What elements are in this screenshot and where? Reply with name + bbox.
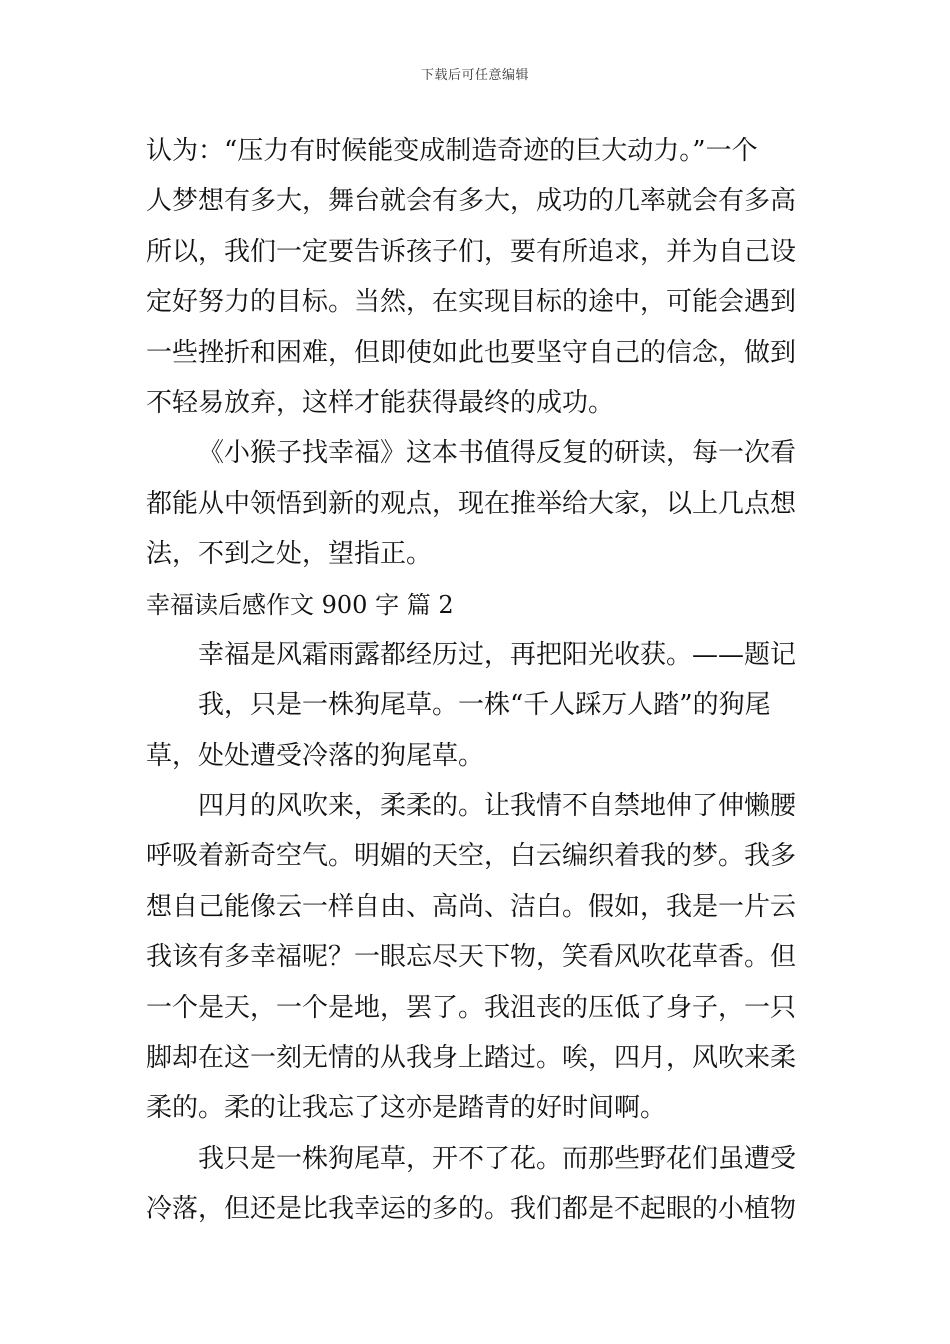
- text-line: 人梦想有多大，舞台就会有多大，成功的几率就会有多高: [146, 186, 797, 217]
- text-line: 一个是天，一个是地，罢了。我沮丧的压低了身子，一只: [146, 992, 797, 1023]
- text-line: 我该有多幸福呢？一眼忘尽天下物，笑看风吹花草香。但: [146, 942, 797, 973]
- text-line: 《小猴子找幸福》这本书值得反复的研读，每一次看: [198, 438, 797, 469]
- text-line: 草，处处遭受冷落的狗尾草。: [146, 740, 485, 771]
- text-line: 定好努力的目标。当然，在实现目标的途中，可能会遇到: [146, 287, 797, 318]
- text-line: 不轻易放弃，这样才能获得最终的成功。: [146, 387, 615, 418]
- text-line: 法，不到之处，望指正。: [146, 539, 433, 570]
- text-line: 所以，我们一定要告诉孩子们，要有所追求，并为自己设: [146, 236, 797, 267]
- text-line: 脚却在这一刻无情的从我身上踏过。唉，四月，风吹来柔: [146, 1043, 797, 1074]
- text-line: 认为：“压力有时候能变成制造奇迹的巨大动力。”一个: [146, 136, 758, 166]
- text-line: 一些挫折和困难，但即使如此也要坚守自己的信念，做到: [146, 337, 797, 368]
- text-line: 柔的。柔的让我忘了这亦是踏青的好时间啊。: [146, 1093, 667, 1124]
- text-line: 我，只是一株狗尾草。一株“千人踩万人踏”的狗尾: [198, 690, 771, 721]
- text-line: 呼吸着新奇空气。明媚的天空，白云编织着我的梦。我多: [146, 841, 797, 872]
- document-body: [146, 126, 808, 1235]
- text-line: 我只是一株狗尾草，开不了花。而那些野花们虽遭受: [198, 1143, 797, 1174]
- section-heading: 幸福读后感作文 900 字 篇 2: [146, 590, 454, 619]
- text-line: 都能从中领悟到新的观点，现在推举给大家，以上几点想: [146, 488, 797, 519]
- text-line: 幸福是风霜雨露都经历过，再把阳光收获。——题记: [198, 639, 797, 670]
- text-line: 四月的风吹来，柔柔的。让我情不自禁地伸了伸懒腰: [198, 791, 797, 822]
- text-line: 想自己能像云一样自由、高尚、洁白。假如，我是一片云: [146, 891, 797, 922]
- text-line: 冷落，但还是比我幸运的多的。我们都是不起眼的小植物: [146, 1194, 797, 1225]
- page-header-note: 下载后可任意编辑: [420, 68, 529, 83]
